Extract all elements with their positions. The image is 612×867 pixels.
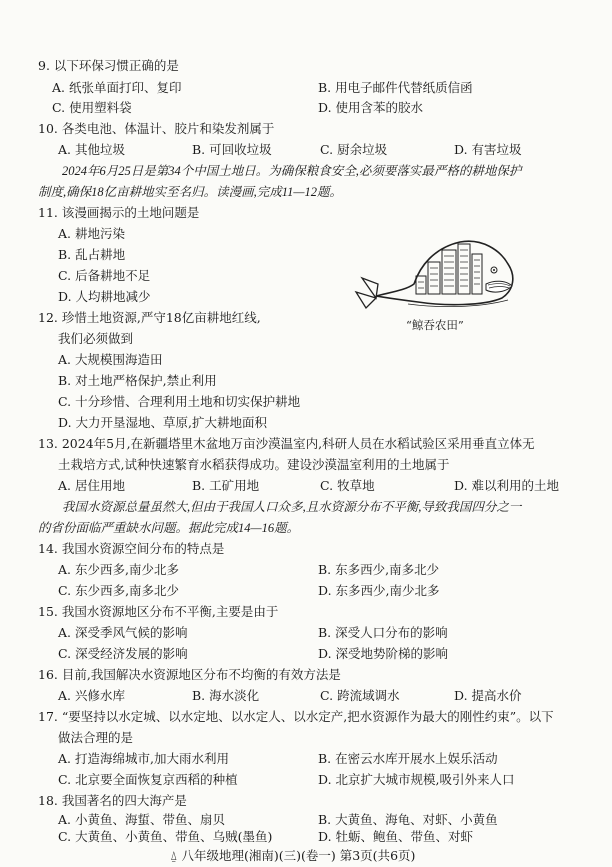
q10-option-a: A. 其他垃圾	[58, 142, 125, 157]
q12-stem-line1: 12. 珍惜土地资源,严守18亿亩耕地红线,	[38, 310, 261, 325]
intro-11-12-line2: 制度,确保18亿亩耕地实至名归。读漫画,完成11—12题。	[38, 185, 342, 199]
intro-14-16-line2: 的省份面临严重缺水问题。据此完成14—16题。	[38, 521, 300, 535]
q12-stem-line2: 我们必须做到	[58, 331, 134, 346]
q10-option-c: C. 厨余垃圾	[320, 142, 388, 157]
q10-option-d: D. 有害垃圾	[454, 142, 522, 157]
footer-text: 八年级地理(湘南)(三)(卷一) 第3页(共6页)	[181, 848, 416, 863]
q9-option-a: A. 纸张单面打印、复印	[52, 80, 182, 95]
q10-stem: 10. 各类电池、体温计、胶片和染发剂属于	[38, 121, 275, 136]
q14-stem: 14. 我国水资源空间分布的特点是	[38, 541, 225, 556]
q15-stem: 15. 我国水资源地区分布不平衡,主要是由于	[38, 604, 279, 619]
q17-option-c: C. 北京要全面恢复京西稻的种植	[58, 772, 238, 787]
footer-logo-icon: ⍙	[170, 848, 178, 863]
q10-option-b: B. 可回收垃圾	[192, 142, 272, 157]
q18-option-d: D. 牡蛎、鲍鱼、带鱼、对虾	[318, 829, 474, 844]
q18-option-b: B. 大黄鱼、海龟、对虾、小黄鱼	[318, 812, 498, 827]
q16-option-c: C. 跨流域调水	[320, 688, 400, 703]
q17-stem-line1: 17. “要坚持以水定城、以水定地、以水定人、以水定产,把水资源作为最大的刚性约束”。以下	[38, 709, 554, 724]
q9-option-c: C. 使用塑料袋	[52, 100, 132, 115]
intro-11-12-line1: 2024年6月25日是第34个中国土地日。为确保粮食安全,必须要落实最严格的耕地保护	[62, 164, 522, 178]
q15-option-a: A. 深受季风气候的影响	[58, 625, 188, 640]
q12-option-c: C. 十分珍惜、合理利用土地和切实保护耕地	[58, 394, 301, 409]
q17-option-b: B. 在密云水库开展水上娱乐活动	[318, 751, 498, 766]
q12-option-b: B. 对土地严格保护,禁止利用	[58, 373, 217, 388]
whale-swallowing-farmland-illustration	[348, 232, 524, 316]
q11-option-d: D. 人均耕地减少	[58, 289, 151, 304]
q16-option-d: D. 提高水价	[454, 688, 522, 703]
q11-option-a: A. 耕地污染	[58, 226, 125, 241]
q9-stem: 9. 以下环保习惯正确的是	[38, 58, 179, 73]
q16-option-b: B. 海水淡化	[192, 688, 260, 703]
page-footer	[170, 848, 415, 864]
q15-option-c: C. 深受经济发展的影响	[58, 646, 188, 661]
q13-option-b: B. 工矿用地	[192, 478, 260, 493]
q11-option-c: C. 后备耕地不足	[58, 268, 151, 283]
q13-option-c: C. 牧草地	[320, 478, 375, 493]
q14-option-d: D. 东多西少,南少北多	[318, 583, 440, 598]
q9-option-b: B. 用电子邮件代替纸质信函	[318, 80, 473, 95]
q15-option-b: B. 深受人口分布的影响	[318, 625, 448, 640]
q12-option-d: D. 大力开垦湿地、草原,扩大耕地面积	[58, 415, 267, 430]
q12-option-a: A. 大规模围海造田	[58, 352, 163, 367]
cartoon-caption: “鲸吞农田”	[406, 318, 464, 332]
q11-option-b: B. 乱占耕地	[58, 247, 126, 262]
q14-option-c: C. 东少西多,南多北少	[58, 583, 180, 598]
q18-stem: 18. 我国著名的四大海产是	[38, 793, 187, 808]
q16-stem: 16. 目前,我国解决水资源地区分布不均衡的有效方法是	[38, 667, 341, 682]
q13-option-a: A. 居住用地	[58, 478, 125, 493]
q16-option-a: A. 兴修水库	[58, 688, 125, 703]
q17-stem-line2: 做法合理的是	[58, 730, 134, 745]
q13-stem-line2: 土栽培方式,试种快速繁育水稻获得成功。建设沙漠温室利用的土地属于	[58, 457, 450, 472]
q13-option-d: D. 难以利用的土地	[454, 478, 560, 493]
q15-option-d: D. 深受地势阶梯的影响	[318, 646, 449, 661]
q17-option-d: D. 北京扩大城市规模,吸引外来人口	[318, 772, 515, 787]
q14-option-a: A. 东少西多,南少北多	[58, 562, 179, 577]
q9-option-d: D. 使用含苯的胶水	[318, 100, 424, 115]
q13-stem-line1: 13. 2024年5月,在新疆塔里木盆地万亩沙漠温室内,科研人员在水稻试验区采用垂直立体无	[38, 436, 535, 451]
q18-option-a: A. 小黄鱼、海蜇、带鱼、扇贝	[58, 812, 225, 827]
q14-option-b: B. 东多西少,南多北少	[318, 562, 440, 577]
q18-option-c: C. 大黄鱼、小黄鱼、带鱼、乌贼(墨鱼)	[58, 829, 273, 844]
q17-option-a: A. 打造海绵城市,加大雨水利用	[58, 751, 229, 766]
q11-stem: 11. 该漫画揭示的土地问题是	[38, 205, 200, 220]
intro-14-16-line1: 我国水资源总量虽然大,但由于我国人口众多,且水资源分布不平衡,导致我国四分之一	[62, 500, 522, 514]
